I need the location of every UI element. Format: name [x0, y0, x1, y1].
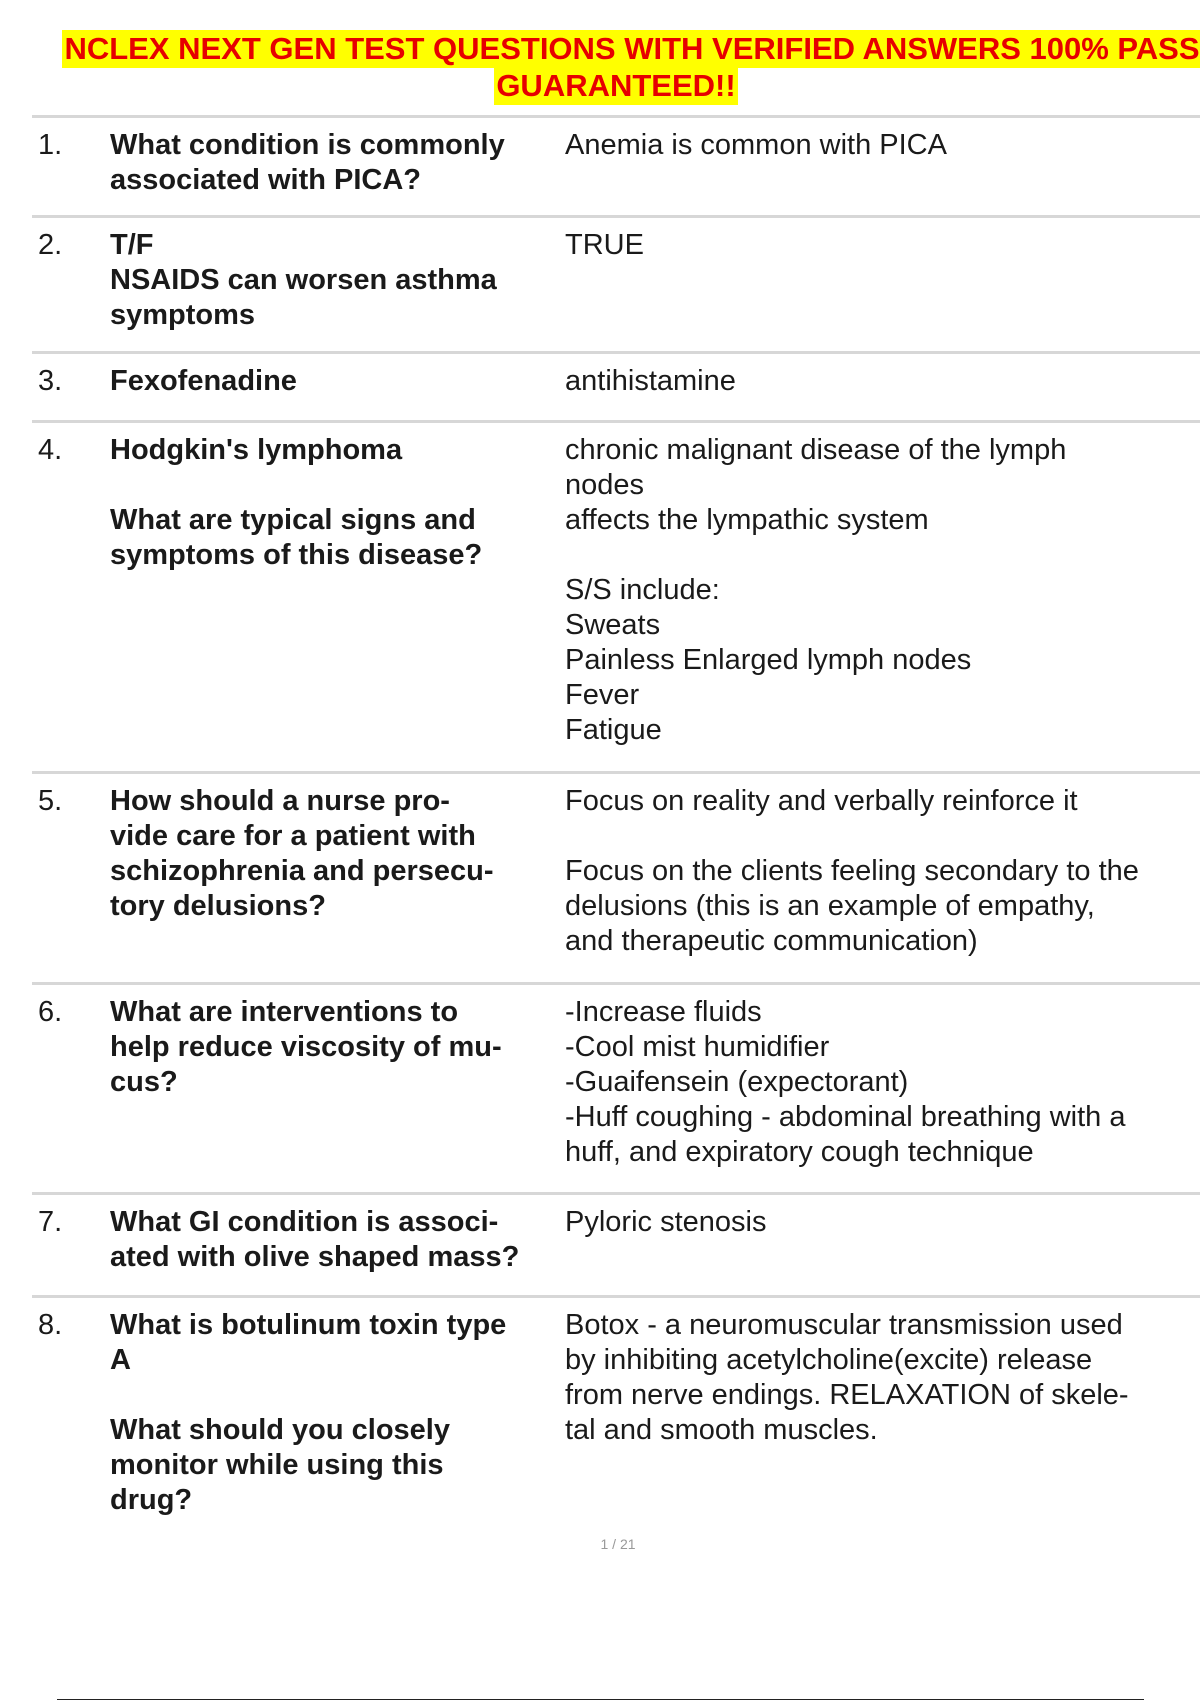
question-line: tory delusions?	[110, 890, 326, 922]
document-title	[0, 30, 1200, 106]
answer-line: Pyloric stenosis	[565, 1206, 767, 1238]
question-line: What are interventions to	[110, 996, 459, 1028]
question-line: ated with olive shaped mass?	[110, 1241, 520, 1273]
question-line: help reduce viscosity of mu-	[110, 1031, 502, 1063]
question-line: associated with PICA?	[110, 164, 422, 196]
answer-line: huff, and expiratory cough technique	[565, 1136, 1034, 1168]
answer-line: Fever	[565, 679, 640, 711]
question-line: drug?	[110, 1484, 193, 1516]
card-question	[110, 774, 565, 982]
title-line-2: GUARANTEED!!	[496, 68, 736, 103]
question-line: How should a nurse pro-	[110, 785, 450, 817]
card-question	[110, 118, 565, 215]
answer-line: Focus on the clients feeling secondary to the	[565, 855, 1139, 887]
card-number: 5.	[38, 785, 63, 817]
question-line: vide care for a patient with	[110, 820, 476, 852]
answer-line: Anemia is common with PICA	[565, 129, 947, 161]
question-line: schizophrenia and persecu-	[110, 855, 494, 887]
card-answer	[565, 1298, 1200, 1535]
flashcard-row	[32, 420, 1200, 771]
question-line: What condition is commonly	[110, 129, 505, 161]
flashcard-list	[32, 115, 1200, 1535]
question-line: What are typical signs and	[110, 504, 476, 536]
answer-line: Botox - a neuromuscular transmission used	[565, 1309, 1123, 1341]
answer-line: Sweats	[565, 609, 661, 641]
question-line: What GI condition is associ-	[110, 1206, 499, 1238]
question-line: T/F	[110, 229, 154, 261]
question-line: symptoms	[110, 299, 256, 331]
answer-line: S/S include:	[565, 574, 720, 606]
answer-line: Painless Enlarged lymph nodes	[565, 644, 972, 676]
answer-line: delusions (this is an example of empathy,	[565, 890, 1095, 922]
question-line: NSAIDS can worsen asthma	[110, 264, 497, 296]
answer-line: -Cool mist humidifier	[565, 1031, 830, 1063]
question-line: monitor while using this	[110, 1449, 444, 1481]
question-line: A	[110, 1344, 131, 1376]
question-line: cus?	[110, 1066, 178, 1098]
answer-line: Focus on reality and verbally reinforce it	[565, 785, 1078, 817]
flashcard-row	[32, 215, 1200, 351]
answer-line: from nerve endings. RELAXATION of skele-	[565, 1379, 1129, 1411]
card-question	[110, 218, 565, 351]
answer-line: TRUE	[565, 229, 644, 261]
answer-line: antihistamine	[565, 365, 736, 397]
flashcard-row	[32, 351, 1200, 420]
card-number: 6.	[38, 996, 63, 1028]
question-line: Fexofenadine	[110, 365, 297, 397]
card-answer	[565, 985, 1200, 1192]
card-question	[110, 1298, 565, 1535]
flashcard-row	[32, 982, 1200, 1192]
card-answer	[565, 1195, 1200, 1295]
question-line: What should you closely	[110, 1414, 450, 1446]
card-question	[110, 1195, 565, 1295]
answer-line: affects the lympathic system	[565, 504, 929, 536]
page-number: 1 / 21	[600, 1536, 636, 1552]
flashcard-row	[32, 1192, 1200, 1295]
card-number: 4.	[38, 434, 63, 466]
card-answer	[565, 774, 1200, 982]
answer-line: -Huff coughing - abdominal breathing with a	[565, 1101, 1126, 1133]
answer-line: Fatigue	[565, 714, 662, 746]
title-line-1: NCLEX NEXT GEN TEST QUESTIONS WITH VERIFIED ANSWERS 100% PASS	[64, 31, 1200, 66]
question-line: Hodgkin's lymphoma	[110, 434, 403, 466]
question-line: What is botulinum toxin type	[110, 1309, 507, 1341]
card-answer	[565, 423, 1200, 771]
card-question	[110, 985, 565, 1192]
card-number: 7.	[38, 1206, 63, 1238]
answer-line: -Guaifensein (expectorant)	[565, 1066, 909, 1098]
card-number: 2.	[38, 229, 63, 261]
answer-line: tal and smooth muscles.	[565, 1414, 878, 1446]
flashcard-row	[32, 1295, 1200, 1535]
answer-line: and therapeutic communication)	[565, 925, 978, 957]
flashcard-row	[32, 771, 1200, 982]
answer-line: -Increase fluids	[565, 996, 762, 1028]
answer-line: by inhibiting acetylcholine(excite) release	[565, 1344, 1093, 1376]
card-question	[110, 354, 565, 420]
card-question	[110, 423, 565, 771]
answer-line: nodes	[565, 469, 645, 501]
card-answer	[565, 354, 1200, 420]
question-line: symptoms of this disease?	[110, 539, 483, 571]
card-number: 1.	[38, 129, 63, 161]
flashcard-row	[32, 115, 1200, 215]
card-number: 3.	[38, 365, 63, 397]
answer-line: chronic malignant disease of the lymph	[565, 434, 1067, 466]
card-answer	[565, 218, 1200, 351]
card-number: 8.	[38, 1309, 63, 1341]
card-answer	[565, 118, 1200, 215]
